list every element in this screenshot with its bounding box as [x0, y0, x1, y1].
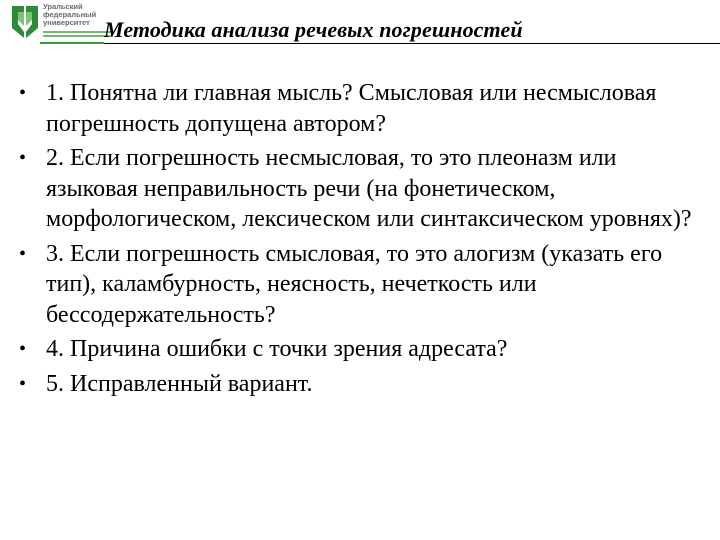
- bullet-icon: •: [19, 82, 27, 104]
- page-title: Методика анализа речевых погрешностей: [104, 17, 523, 42]
- bullet-icon: •: [19, 372, 27, 395]
- list-item: [19, 239, 709, 331]
- logo-subtext: [43, 31, 113, 40]
- logo-text: Уральский федеральный университет: [43, 2, 97, 27]
- bullet-icon: •: [19, 147, 27, 169]
- bullet-icon: •: [19, 242, 27, 265]
- list-item-text: 1. Понятна ли главная мысль? Смысловая или несмысловая погрешность допущена автором?: [46, 80, 657, 137]
- list-item-text: 2. Если погрешность несмысловая, то это плеоназм или языковая неправильность речи (на фонетическом, морфологическом, лексическом или синтаксическом уровнях)?: [46, 145, 692, 232]
- list-item-text: 5. Исправленный вариант.: [46, 370, 313, 397]
- list-item-text: 3. Если погрешность смысловая, то это алогизм (указать его тип), каламбурность, неясность, нечеткость или бессодержательность?: [46, 240, 663, 328]
- list-item: [19, 78, 709, 139]
- list-item: [19, 369, 709, 400]
- list-item-text: 4. Причина ошибки с точки зрения адресата?: [46, 336, 508, 362]
- bullet-list: [19, 78, 709, 403]
- list-item: [19, 143, 709, 235]
- list-item: [19, 334, 709, 365]
- accent-divider: [40, 42, 104, 44]
- bullet-icon: •: [19, 338, 27, 360]
- title-underline: [104, 43, 720, 44]
- urfu-logo-icon: [10, 4, 40, 38]
